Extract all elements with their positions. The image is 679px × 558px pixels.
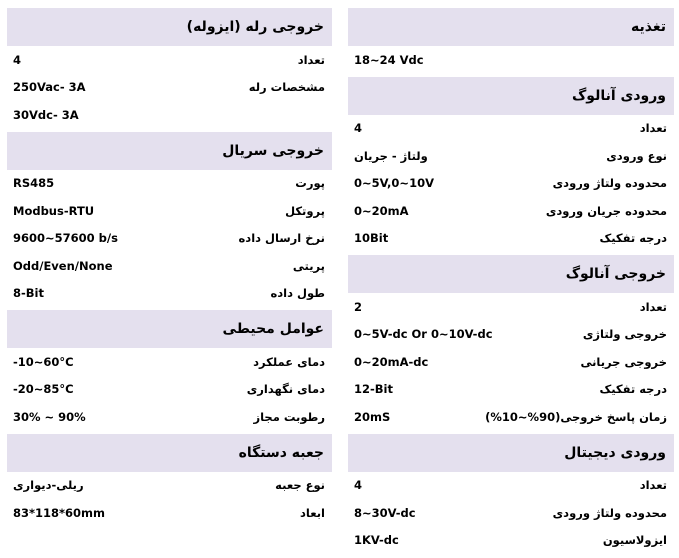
spec-value: 18~24 Vdc [354,52,424,67]
spec-value: 8-Bit [13,286,44,301]
spec-label: پورت [295,176,325,191]
spec-value: 0~20mA-dc [354,354,429,369]
spec-row [7,376,332,404]
spec-row [348,376,674,404]
spec-label: نوع جعبه [275,478,325,493]
section-header-relay-output [7,8,332,46]
spec-value: 8~30V-dc [354,505,416,520]
spec-label: دمای عملکرد [253,354,325,369]
section-title: عوامل محیطی [222,321,324,337]
section-title: جعبه دستگاه [238,444,324,461]
spec-value: 10Bit [354,231,389,246]
spec-label: محدوده ولتاژ ورودی [552,505,667,520]
spec-label: نوع ورودی [606,148,667,163]
spec-value: 4 [354,121,363,136]
spec-label: درجه تفکیک [599,382,667,397]
spec-label: نرخ ارسال داده [238,231,325,246]
spec-value: -10~60°C [13,354,74,369]
spec-row [7,403,332,431]
section-header-analog-input [348,77,674,115]
section-title: خروجی آنالوگ [565,266,666,282]
spec-value: 4 [354,478,363,493]
spec-value: 9600~57600 b/s [13,231,118,246]
spec-label: تعداد [297,52,325,67]
spec-row [348,197,674,225]
spec-label: تعداد [639,121,667,136]
spec-row [7,280,332,308]
spec-row [7,499,332,527]
spec-label: محدوده جریان ورودی [545,203,667,218]
spec-value: 12-Bit [354,382,393,397]
spec-label: پریتی [292,258,325,273]
spec-row [7,101,332,129]
spec-label: تعداد [639,478,667,493]
section-title: خروجی سریال [222,142,324,159]
spec-label: رطوبت مجاز [253,409,325,424]
spec-row [348,499,674,527]
spec-row [7,197,332,225]
spec-value: Modbus-RTU [13,203,95,218]
spec-row [7,170,332,198]
section-header-digital-input [348,434,674,472]
spec-row [7,472,332,500]
spec-value: 0~5V,0~10V [354,176,434,191]
spec-value: 2 [354,299,363,314]
spec-row [348,293,674,321]
left-column [7,8,332,527]
spec-label: محدوده ولتاژ ورودی [552,176,667,191]
spec-label: دمای نگهداری [246,382,325,397]
spec-row [348,170,674,198]
spec-label: پروتکل [285,203,325,218]
spec-row [348,115,674,143]
section-title: خروجی رله (ایزوله) [186,19,324,35]
spec-label: خروجی جریانی [580,354,667,369]
spec-row [348,225,674,253]
section-title: ورودی آنالوگ [571,87,666,104]
spec-row [348,403,674,431]
spec-row [7,225,332,253]
spec-label: ابعاد [300,505,325,520]
spec-value: 30% ~ 90% [13,409,86,424]
spec-value: 0~5V-dc Or 0~10V-dc [354,327,493,342]
section-header-serial-output [7,132,332,170]
section-header-enclosure [7,434,332,472]
spec-row [348,472,674,500]
section-header-power [348,8,674,46]
section-header-environment [7,310,332,348]
spec-row [7,348,332,376]
spec-value: 30Vdc- 3A [13,107,79,122]
spec-value: RS485 [13,176,55,191]
spec-value: -20~85°C [13,382,74,397]
spec-value: 20mS [354,409,391,424]
spec-row [348,321,674,349]
spec-value: 0~20mA [354,203,409,218]
spec-row [7,74,332,102]
spec-label: ایزولاسیون [602,533,667,548]
spec-row [7,252,332,280]
section-header-analog-output [348,255,674,293]
spec-value: 83*118*60mm [13,505,106,520]
spec-row [348,348,674,376]
spec-row [348,142,674,170]
spec-label: تعداد [639,299,667,314]
spec-row [348,527,674,555]
spec-value: Odd/Even/None [13,258,113,273]
spec-label: مشخصات رله [248,80,325,95]
spec-label: طول داده [270,286,325,301]
spec-value: ریلی-دیواری [13,478,84,493]
spec-row [7,46,332,74]
spec-row [348,46,674,74]
right-column [348,8,674,554]
section-title: ورودی دیجیتال [564,444,666,461]
spec-value: 1KV-dc [354,533,399,548]
spec-label: زمان پاسخ خروجی(90%~10%) [485,409,667,424]
spec-value: 4 [13,52,22,67]
section-title: تغذیه [631,19,666,35]
spec-value: ولتاژ - جریان [354,148,428,163]
spec-value: 250Vac- 3A [13,80,86,95]
spec-label: خروجی ولتاژی [582,327,667,342]
spec-label: درجه تفکیک [599,231,667,246]
